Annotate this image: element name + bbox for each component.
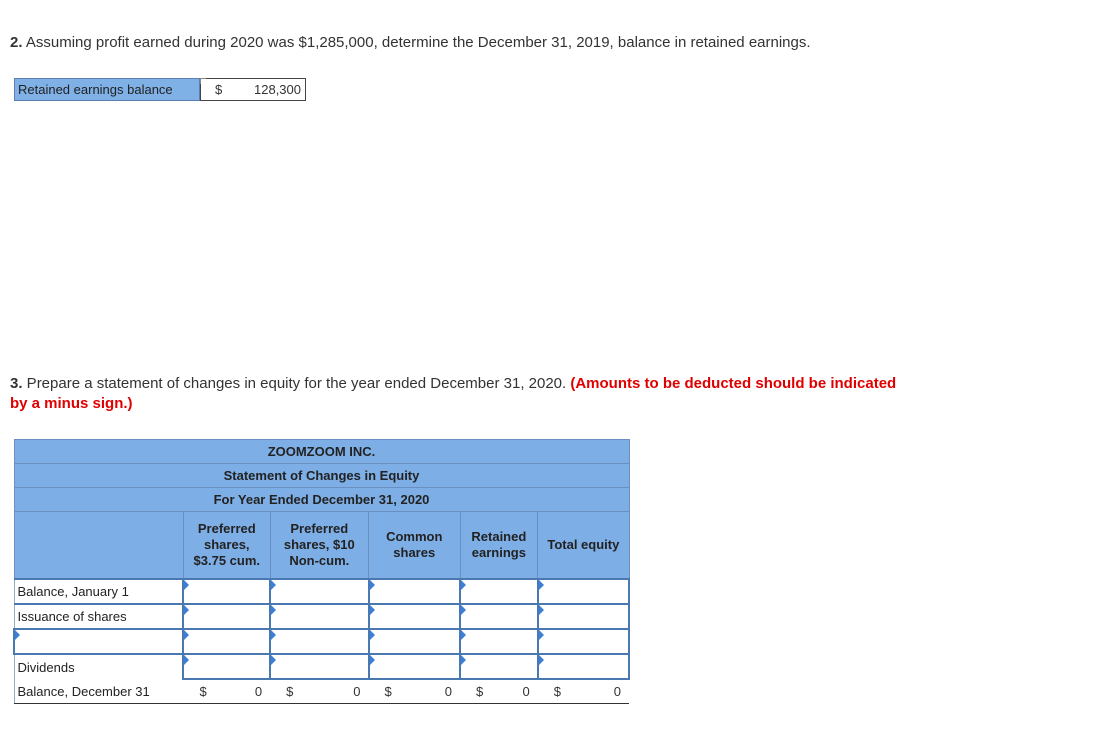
question-2-text: Assuming profit earned during 2020 was $1,285,000, determine the December 31, 2019, balance in retained earnings. xyxy=(22,34,811,51)
amount-input[interactable] xyxy=(460,579,538,604)
input-marker-icon xyxy=(271,630,276,640)
amount-input[interactable] xyxy=(183,579,270,604)
retained-earnings-answer xyxy=(14,78,306,101)
retained-earnings-value: 128,300 xyxy=(254,82,301,97)
input-marker-icon xyxy=(370,605,375,615)
amount-input[interactable] xyxy=(460,629,538,654)
amount-input[interactable] xyxy=(183,654,270,679)
company-name: ZOOMZOOM INC. xyxy=(14,440,629,464)
column-header-preferred-cum: Preferred shares, $3.75 cum. xyxy=(183,512,270,580)
question-3-text: Prepare a statement of changes in equity for the year ended December 31, 2020. xyxy=(22,375,571,392)
amount-input[interactable] xyxy=(460,604,538,629)
question-3-number: 3. xyxy=(10,375,23,392)
amount-input[interactable] xyxy=(270,579,368,604)
input-marker-icon xyxy=(271,580,276,590)
currency-symbol: $ xyxy=(215,82,223,97)
table-row-balance-dec31 xyxy=(14,679,629,704)
row-label-input[interactable] xyxy=(14,629,183,654)
statement-title: Statement of Changes in Equity xyxy=(14,464,629,488)
total-cell: $ 0 xyxy=(538,679,629,704)
input-marker-icon xyxy=(539,605,544,615)
column-header-blank xyxy=(14,512,183,580)
amount-input[interactable] xyxy=(183,629,270,654)
amount-input[interactable] xyxy=(369,604,461,629)
question-3 xyxy=(10,374,1010,414)
table-row-dividends xyxy=(14,654,629,679)
amount-input[interactable] xyxy=(460,654,538,679)
table-row-issuance xyxy=(14,604,629,629)
column-header-retained: Retained earnings xyxy=(460,512,538,580)
input-marker-icon xyxy=(184,630,189,640)
amount-input[interactable] xyxy=(538,579,629,604)
retained-earnings-input[interactable] xyxy=(200,78,306,101)
input-marker-icon xyxy=(184,605,189,615)
table-row-blank xyxy=(14,629,629,654)
row-label: Balance, December 31 xyxy=(14,679,183,704)
total-cell: $ 0 xyxy=(270,679,368,704)
amount-input[interactable] xyxy=(270,629,368,654)
amount-input[interactable] xyxy=(538,604,629,629)
input-marker-icon xyxy=(539,630,544,640)
input-marker-icon xyxy=(15,630,20,640)
row-label: Balance, January 1 xyxy=(14,579,183,604)
statement-table xyxy=(13,439,630,704)
input-marker-icon xyxy=(539,655,544,665)
column-header-total: Total equity xyxy=(538,512,629,580)
amount-input[interactable] xyxy=(538,654,629,679)
input-marker-icon xyxy=(461,655,466,665)
amount-input[interactable] xyxy=(538,629,629,654)
amount-input[interactable] xyxy=(270,654,368,679)
input-marker-icon xyxy=(539,580,544,590)
input-corner-marker xyxy=(200,78,206,84)
amount-input[interactable] xyxy=(183,604,270,629)
statement-period: For Year Ended December 31, 2020 xyxy=(14,488,629,512)
table-row-balance-jan1 xyxy=(14,579,629,604)
question-2 xyxy=(10,33,811,53)
input-marker-icon xyxy=(271,605,276,615)
question-3-note: (Amounts to be deducted should be indicated xyxy=(570,375,897,392)
row-label: Issuance of shares xyxy=(14,604,183,629)
question-3-note-cont: by a minus sign.) xyxy=(10,395,133,412)
input-marker-icon xyxy=(184,655,189,665)
input-marker-icon xyxy=(370,580,375,590)
amount-input[interactable] xyxy=(270,604,368,629)
question-2-number: 2. xyxy=(10,34,23,51)
retained-earnings-label: Retained earnings balance xyxy=(14,78,200,101)
column-header-preferred-noncum: Preferred shares, $10 Non-cum. xyxy=(270,512,368,580)
total-cell: $ 0 xyxy=(460,679,538,704)
input-marker-icon xyxy=(461,630,466,640)
amount-input[interactable] xyxy=(369,629,461,654)
input-marker-icon xyxy=(461,580,466,590)
total-cell: $ 0 xyxy=(183,679,270,704)
amount-input[interactable] xyxy=(369,579,461,604)
input-marker-icon xyxy=(184,580,189,590)
column-header-common: Common shares xyxy=(369,512,461,580)
total-cell: $ 0 xyxy=(369,679,461,704)
input-marker-icon xyxy=(271,655,276,665)
input-marker-icon xyxy=(370,655,375,665)
input-marker-icon xyxy=(461,605,466,615)
input-marker-icon xyxy=(370,630,375,640)
amount-input[interactable] xyxy=(369,654,461,679)
row-label: Dividends xyxy=(14,654,183,679)
